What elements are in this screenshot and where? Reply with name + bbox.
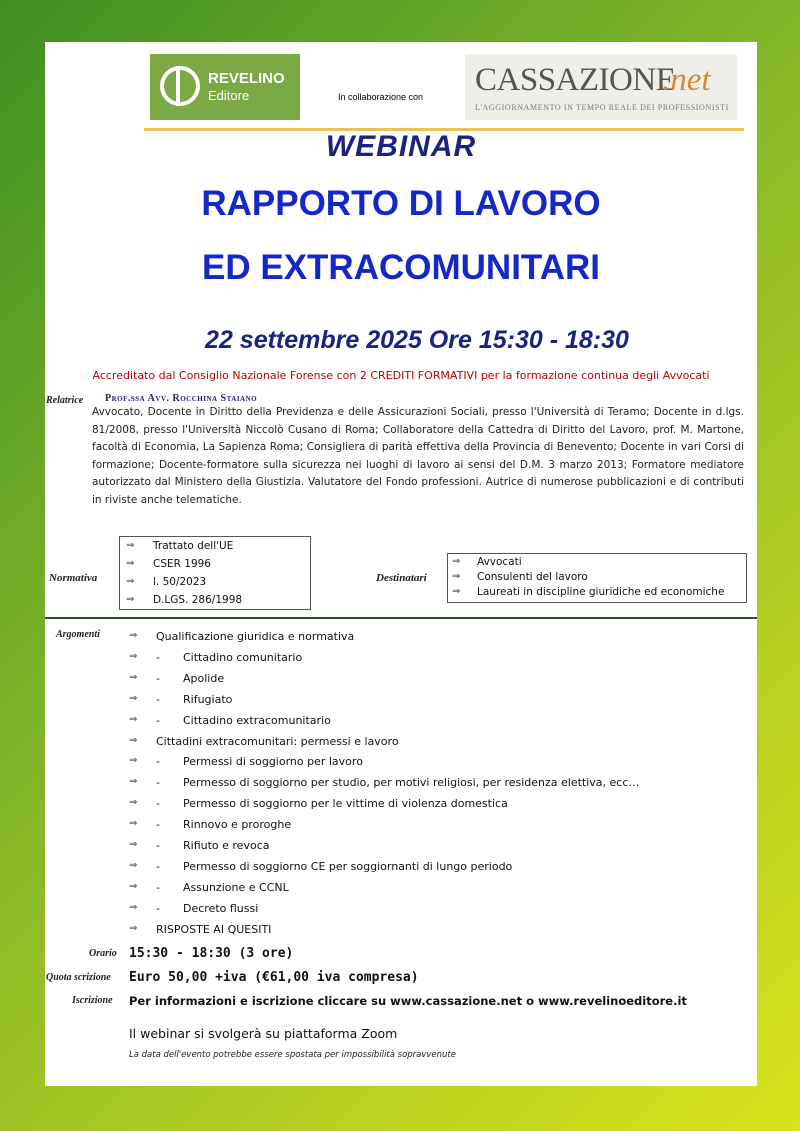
arrow-icon: ⇒ [129,713,138,725]
dash-marker: - [156,692,160,706]
destinatari-item: Laureati in discipline giuridiche ed economiche [477,586,725,598]
normativa-box [119,536,311,610]
arrow-icon: ⇒ [452,571,461,582]
dash-marker: - [156,839,160,852]
event-date: 22 settembre 2025 Ore 15:30 - 18:30 [205,326,629,354]
argomento-text: Apolide [183,671,225,685]
normativa-item: Trattato dell'UE [153,540,234,552]
arrow-icon: ⇒ [129,776,138,788]
argomento-text: Rifiuto e revoca [183,839,270,852]
destinatari-box [447,553,747,603]
speaker-name: Prof.ssa Avv. Rocchina Staiano [105,393,258,404]
argomento-text: Assunzione e CCNL [183,880,289,894]
arrow-icon: ⇒ [452,586,461,597]
argomento-text: Rifugiato [183,692,233,706]
speaker-label: Relatrice [46,395,84,406]
title-line-2: ED EXTRACOMUNITARI [202,248,600,287]
normativa-item: CSER 1996 [153,558,211,570]
flyer-page [45,42,757,1086]
argomento-text: Cittadini extracomunitari: permessi e lavoro [156,734,399,748]
argomento-text: RISPOSTE AI QUESITI [156,922,272,936]
arrow-icon: ⇒ [129,818,138,830]
arrow-icon: ⇒ [126,576,135,587]
revelino-mark-icon [160,66,200,106]
arrow-icon: ⇒ [129,839,138,850]
iscrizione-value: Per informazioni e iscrizione cliccare su www.cassazione.net o www.revelinoeditore.it [129,994,687,1008]
dash-marker: - [156,755,160,769]
argomento-text: Decreto flussi [183,901,259,915]
quota-value: Euro 50,00 +iva (€61,00 iva compresa) [129,970,419,985]
dash-marker: - [156,859,160,873]
title-line-1: RAPPORTO DI LAVORO [201,184,601,223]
arrow-icon: ⇒ [126,540,135,551]
dash-marker: - [156,880,160,894]
revelino-subname: Editore [208,88,250,103]
argomento-text: Permesso di soggiorno per le vittime di violenza domestica [183,797,508,811]
arrow-icon: ⇒ [129,922,138,934]
dash-marker: - [156,671,160,685]
revelino-name: REVELINO [208,70,285,87]
dash-marker: - [156,901,160,915]
collaboration-text: In collaborazione con [338,92,424,102]
cassazione-name: CASSAZIONE [475,62,676,98]
arrow-icon: ⇒ [129,671,138,683]
normativa-item: l. 50/2023 [153,576,207,588]
zoom-notice: Il webinar si svolgerà su piattaforma Zoom [129,1026,398,1041]
arrow-icon: ⇒ [129,859,138,871]
arrow-icon: ⇒ [126,558,135,569]
destinatari-item: Avvocati [477,556,522,568]
normativa-label: Normativa [49,572,98,584]
argomento-text: Permesso di soggiorno CE per soggiornanti di lungo periodo [183,859,513,873]
speaker-bio: Avvocato, Docente in Diritto della Previdenza e delle Assicurazioni Sociali, presso l'Università di Teramo; Docente in d.lgs. 81/2008, presso l'Università Niccolò Cusano di Roma; Collaboratore della Cattedra di Diritto del Lavoro, prof. M. Martone, facoltà di Economia, La Sapienza Roma; Consigliera di parità effettiva della Provincia di Benevento; Docente in vari Corsi di formazione; Docente-formatore sulla sicurezza nei luoghi di lavoro ai sensi del D.M. 3 marzo 2013; Formatore mediatore autorizzato dal Ministero della Giustizia. Valutatore del Fondo professioni. Autrice di numerose pubblicazioni e di contributi in riviste anche telematiche. [92,406,744,506]
destinatari-label: Destinatari [376,572,427,584]
cassazione-logo [465,54,737,120]
quota-label: Quota scrizione [46,972,111,983]
argomento-text: Permessi di soggiorno per lavoro [183,755,363,769]
arrow-icon: ⇒ [129,630,138,641]
argomento-text: Cittadino extracomunitario [183,713,331,727]
arrow-icon: ⇒ [126,594,135,605]
iscrizione-label: Iscrizione [72,995,113,1006]
arrow-icon: ⇒ [129,692,138,704]
orario-value: 15:30 - 18:30 (3 ore) [129,946,294,961]
argomento-text: Qualificazione giuridica e normativa [156,630,355,643]
arrow-icon: ⇒ [129,755,138,767]
revelino-logo [150,54,300,120]
disclaimer-note: La data dell'evento potrebbe essere spostata per impossibilità sopravvenute [129,1050,457,1060]
arrow-icon: ⇒ [129,734,138,746]
normativa-item: D.LGS. 286/1998 [153,594,243,606]
arrow-icon: ⇒ [129,650,138,662]
dash-marker: - [156,797,160,811]
arrow-icon: ⇒ [129,797,138,809]
arrow-icon: ⇒ [452,556,461,567]
argomento-text: Cittadino comunitario [183,650,303,664]
argomenti-label: Argomenti [56,629,100,640]
dash-marker: - [156,713,160,727]
arrow-icon: ⇒ [129,880,138,892]
arrow-icon: ⇒ [129,901,138,913]
accreditation-text: Accreditato dal Consiglio Nazionale Forense con 2 CREDITI FORMATIVI per la formazione continua degli Avvocati [92,369,710,382]
dash-marker: - [156,650,160,664]
webinar-heading: WEBINAR [325,130,477,163]
argomento-text: Rinnovo e proroghe [183,818,292,832]
dash-marker: - [156,818,160,832]
section-divider [45,617,757,619]
cassazione-tagline: L'AGGIORNAMENTO IN TEMPO REALE DEI PROFESSIONISTI [475,103,729,112]
cassazione-suffix: .net [662,62,711,98]
dash-marker: - [156,776,160,790]
argomento-text: Permesso di soggiorno per studio, per motivi religiosi, per residenza elettiva, ecc… [183,776,640,790]
orario-label: Orario [89,948,117,959]
destinatari-item: Consulenti del lavoro [477,571,588,583]
